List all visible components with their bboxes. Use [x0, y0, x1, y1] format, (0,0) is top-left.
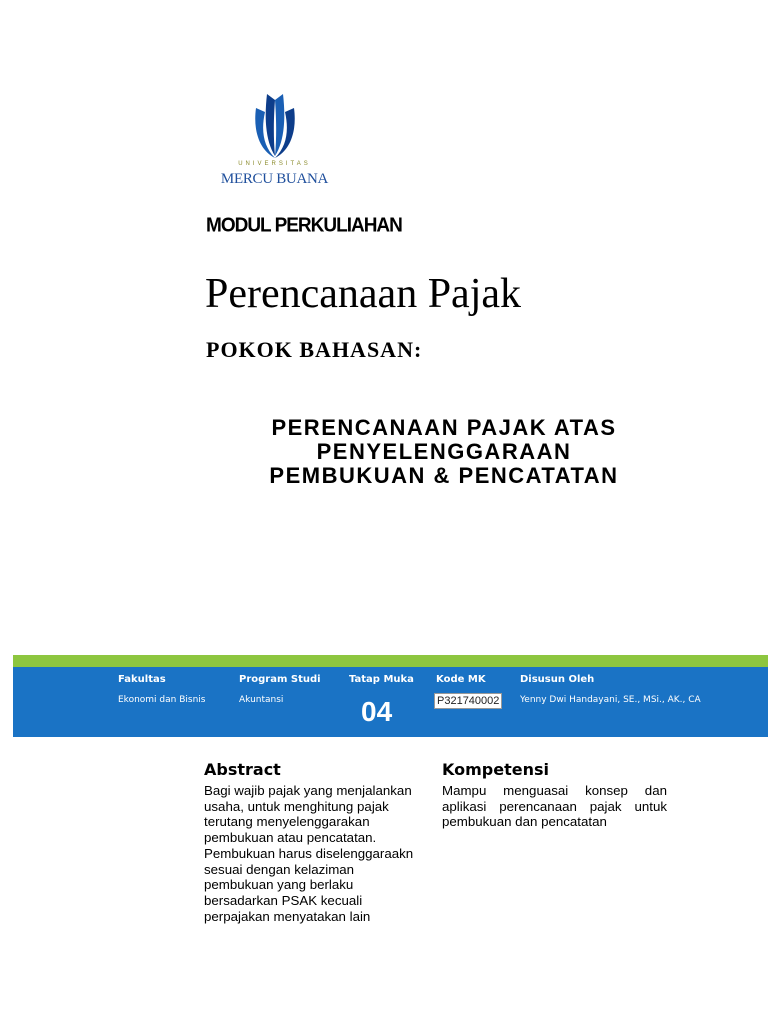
program-studi-label: Program Studi: [239, 674, 321, 685]
abstract-line: bersadarkan PSAK kecuali: [204, 892, 363, 908]
topic-line: PEMBUKUAN & PENCATATAN: [269, 463, 619, 488]
abstract-line: perpajakan menyatakan lain: [204, 908, 371, 924]
page-title: Perencanaan Pajak: [205, 271, 522, 317]
topic-line: PERENCANAAN PAJAK ATAS: [271, 415, 617, 440]
abstract-title: Abstract: [204, 760, 281, 779]
abstract-line: Bagi wajib pajak yang menjalankan: [204, 783, 412, 798]
university-logo: [207, 88, 342, 195]
tatap-muka-value: 04: [361, 696, 393, 727]
kompetensi-title: Kompetensi: [442, 760, 549, 779]
disusun-oleh-label: Disusun Oleh: [520, 674, 595, 685]
topic-heading: [200, 416, 688, 488]
mercu-buana-emblem-icon: [253, 90, 297, 160]
abstract-line: sesuai dengan kelaziman: [204, 861, 355, 877]
kode-mk-label: Kode MK: [436, 674, 486, 685]
abstract-line: pembukuan yang berlaku: [204, 877, 354, 893]
kode-mk-value: P321740002: [434, 693, 502, 709]
abstract-line: pembukuan atau pencatatan.: [204, 830, 377, 846]
module-label: MODUL PERKULIAHAN: [206, 214, 402, 237]
accent-bar: [13, 655, 768, 667]
fakultas-label: Fakultas: [118, 674, 166, 685]
university-name: MERCU BUANA: [220, 171, 329, 187]
abstract-line: terutang menyelenggarakan: [204, 814, 370, 830]
abstract-line: usaha, untuk menghitung pajak: [204, 798, 389, 814]
university-label: UNIVERSITAS: [238, 161, 311, 167]
subtitle: POKOK BAHASAN:: [206, 337, 423, 362]
program-studi-value: Akuntansi: [239, 695, 284, 705]
topic-line: PENYELENGGARAAN: [316, 439, 572, 464]
fakultas-value: Ekonomi dan Bisnis: [118, 695, 206, 705]
abstract-body: [204, 783, 434, 924]
tatap-muka-label: Tatap Muka: [349, 674, 414, 685]
disusun-oleh-value: Yenny Dwi Handayani, SE., MSi., AK., CA: [520, 695, 701, 705]
kompetensi-body: Mampu menguasai konsep dan aplikasi perencanaan pajak untuk pembukuan dan pencatatan: [442, 783, 667, 830]
abstract-line: Pembukuan harus diselenggaraakn: [204, 845, 414, 861]
